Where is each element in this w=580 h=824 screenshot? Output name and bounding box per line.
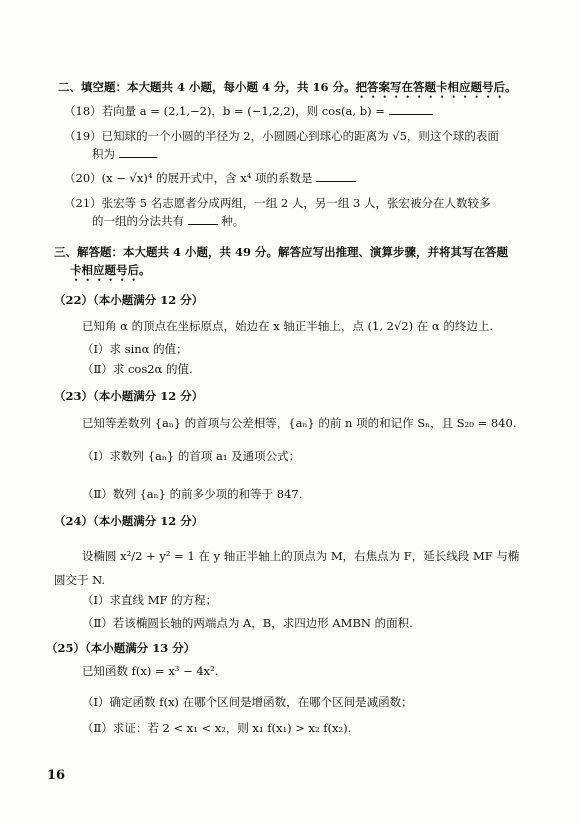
q23-part1-text: （Ⅰ）求数列 {aₙ} 的首项 a₁ 及通项公式； bbox=[82, 449, 301, 463]
q25-part1-text: （Ⅰ）确定函数 f(x) 在哪个区间是增函数，在哪个区间是减函数； bbox=[82, 695, 413, 709]
q25-stem-text: 已知函数 f(x) = x³ − 4x². bbox=[82, 664, 219, 678]
q22-stem bbox=[82, 318, 493, 334]
section2-heading bbox=[58, 79, 517, 101]
q21-answer-blank bbox=[188, 213, 218, 225]
q25-title bbox=[46, 640, 195, 656]
q24-part2 bbox=[82, 615, 413, 631]
q21-text-3: 种。 bbox=[221, 214, 245, 228]
question-21-line1 bbox=[64, 195, 491, 211]
section2-heading-tail: 把答案写在答题卡相应题号后。 bbox=[355, 80, 517, 94]
q24-part2-text: （Ⅱ）若该椭圆长轴的两端点为 A，B，求四边形 AMBN 的面积. bbox=[82, 616, 413, 630]
q18-answer-blank bbox=[389, 103, 433, 115]
q23-part2-text: （Ⅱ）数列 {aₙ} 的前多少项的和等于 847. bbox=[82, 487, 303, 501]
q24-stem-text-2: 圆交于 N. bbox=[54, 573, 106, 587]
q25-part2-text: （Ⅱ）求证：若 2 < x₁ < x₂，则 x₁ f(x₁) > x₂ f(x₂). bbox=[82, 721, 352, 735]
section3-heading-text: 三、解答题：本大题共 4 小题，共 49 分。解答应写出推理、演算步骤，并将其写在答题 bbox=[54, 245, 509, 259]
q22-title-text: （22）（本小题满分 12 分） bbox=[54, 293, 204, 307]
question-21-line2 bbox=[92, 213, 244, 229]
question-19-line1 bbox=[64, 128, 499, 144]
q25-stem bbox=[82, 663, 218, 679]
q22-title bbox=[54, 292, 203, 308]
q20-text: （20）(x − √x)⁴ 的展开式中，含 x⁴ 项的系数是 bbox=[64, 171, 313, 185]
q19-text: （19）已知球的一个小圆的半径为 2，小圆圆心到球心的距离为 √5，则这个球的表面 bbox=[64, 129, 499, 143]
q23-title bbox=[54, 388, 203, 404]
q24-stem-text: 设椭圆 x²/2 + y² = 1 在 y 轴正半轴上的顶点为 M，右焦点为 F，延长线段 MF 与椭 bbox=[82, 549, 520, 563]
q23-stem-text: 已知等差数列 {aₙ} 的首项与公差相等，{aₙ} 的前 n 项的和记作 Sₙ，且 S₂₀ = 840. bbox=[82, 416, 517, 430]
q24-title bbox=[54, 513, 203, 529]
q22-part1 bbox=[82, 341, 188, 357]
q21-text: （21）张宏等 5 名志愿者分成两组，一组 2 人，另一组 3 人，张宏被分在人数较多 bbox=[64, 196, 491, 210]
q23-part1 bbox=[82, 448, 300, 464]
q23-title-text: （23）（本小题满分 12 分） bbox=[54, 389, 204, 403]
q24-stem-line1 bbox=[82, 548, 519, 564]
page-number: 16 bbox=[47, 768, 66, 783]
q23-part2 bbox=[82, 486, 302, 502]
section3-heading-line1 bbox=[54, 244, 508, 260]
q24-title-text: （24）（本小题满分 12 分） bbox=[54, 514, 204, 528]
q22-part2 bbox=[82, 361, 193, 377]
q19-text-2: 积为 bbox=[92, 147, 115, 161]
q24-part1 bbox=[82, 592, 217, 608]
q22-part2-text: （Ⅱ）求 cos2α 的值. bbox=[82, 362, 193, 376]
q23-stem bbox=[82, 415, 516, 431]
section3-heading-line2 bbox=[70, 262, 151, 284]
q24-stem-line2 bbox=[54, 572, 105, 588]
question-20 bbox=[64, 170, 356, 186]
section2-heading-text: 二、填空题：本大题共 4 小题，每小题 4 分，共 16 分。 bbox=[58, 80, 356, 94]
q25-title-text: （25）（本小题满分 13 分） bbox=[46, 641, 196, 655]
q25-part1 bbox=[82, 694, 413, 710]
q24-part1-text: （Ⅰ）求直线 MF 的方程； bbox=[82, 593, 218, 607]
q20-answer-blank bbox=[316, 170, 356, 182]
q19-answer-blank bbox=[119, 146, 157, 158]
q22-stem-text: 已知角 α 的顶点在坐标原点，始边在 x 轴正半轴上，点 (1, 2√2) 在 α 的终边上. bbox=[82, 319, 493, 333]
question-19-line2 bbox=[92, 146, 157, 162]
q18-text: （18）若向量 a = (2,1,−2)，b = (−1,2,2)，则 cos(a, b) = bbox=[64, 104, 385, 118]
q22-part1-text: （Ⅰ）求 sinα 的值； bbox=[82, 342, 188, 356]
q21-text-2: 的一组的分法共有 bbox=[92, 214, 184, 228]
question-18 bbox=[64, 103, 433, 119]
q25-part2 bbox=[82, 720, 351, 736]
section3-heading-text-2: 卡相应题号后。 bbox=[70, 263, 151, 277]
